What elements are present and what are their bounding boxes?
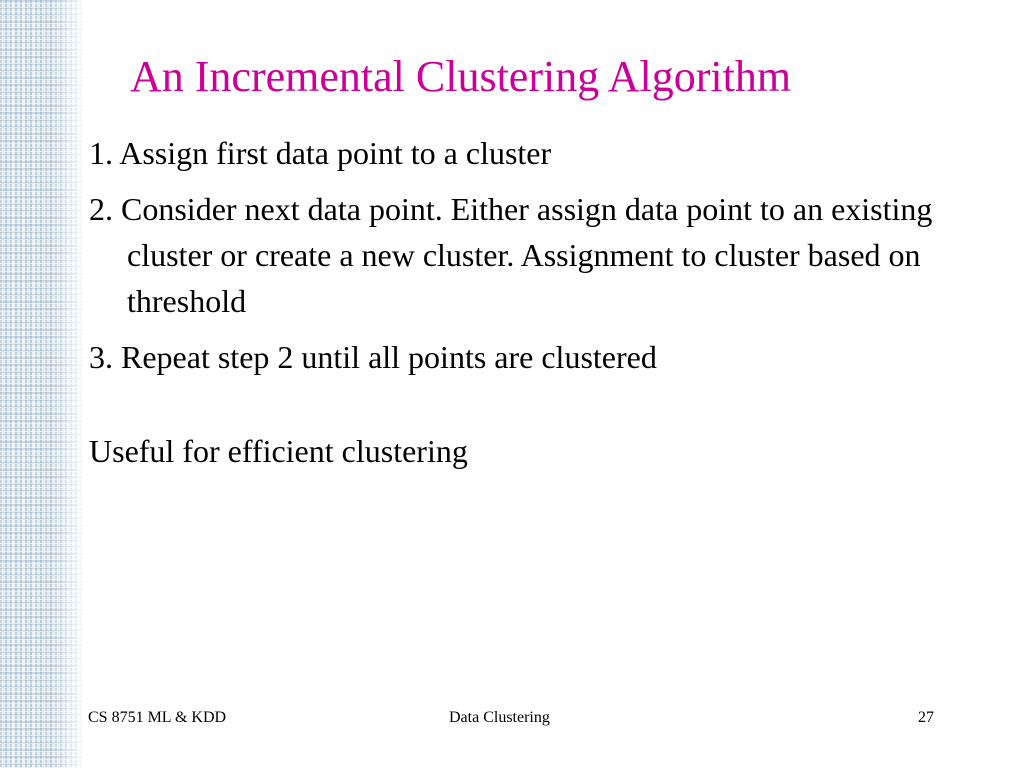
body-item-1: 1. Assign first data point to a cluster — [89, 135, 552, 171]
slide-title: An Incremental Clustering Algorithm — [130, 52, 792, 101]
footer-page-number: 27 — [918, 709, 934, 726]
decorative-texture-stripe — [0, 0, 82, 768]
body-note: Useful for efficient clustering — [89, 433, 468, 469]
footer-course: CS 8751 ML & KDD — [88, 709, 227, 726]
body-item-2: 2. Consider next data point. Either assign data point to an existing cluster or create a new cluster. Assignment to cluster based on threshold — [89, 191, 933, 319]
body-item-3: 3. Repeat step 2 until all points are clustered — [89, 339, 657, 375]
footer-topic: Data Clustering — [449, 709, 550, 726]
slide-body — [89, 130, 989, 484]
